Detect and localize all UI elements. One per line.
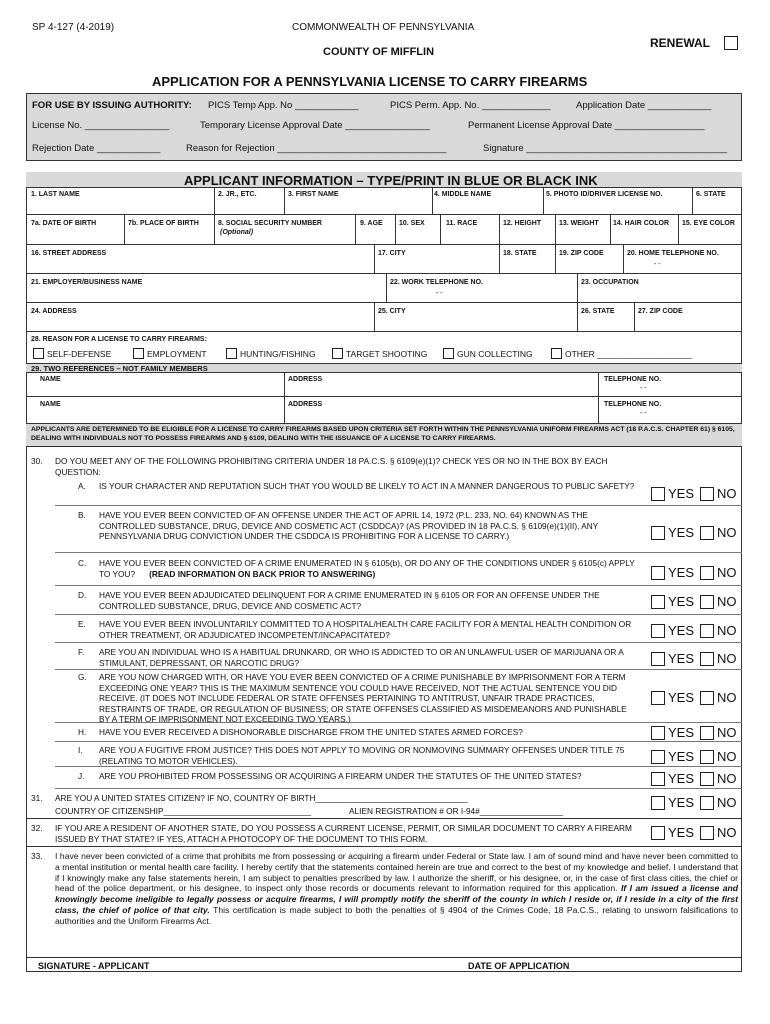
q30-item-letter: H.	[78, 727, 87, 737]
q30-divider	[55, 585, 742, 586]
q30-no-checkbox[interactable]	[700, 652, 714, 666]
ref2-address-field[interactable]: ADDRESS	[288, 401, 323, 408]
q30-item-text	[99, 771, 639, 782]
occupation-field[interactable]: 23. OCCUPATION	[581, 279, 639, 286]
employer-field[interactable]: 21. EMPLOYER/BUSINESS NAME	[31, 279, 143, 286]
q30-yes-checkbox[interactable]	[651, 595, 665, 609]
q30-no-label: NO	[717, 725, 737, 740]
rejection-date-field[interactable]: Rejection Date ____________	[32, 143, 161, 154]
q30-divider	[55, 741, 742, 742]
q30-item-question: IS YOUR CHARACTER AND REPUTATION SUCH THAT YOU WOULD BE LIKELY TO ACT IN A MANNER DANGEROUS TO PUBLIC SAFETY?	[99, 481, 635, 491]
q31-yes-checkbox[interactable]	[651, 796, 665, 810]
work-phone-dashes: - -	[436, 290, 443, 297]
q30-divider	[55, 505, 742, 506]
q30-item-note: (READ INFORMATION ON BACK PRIOR TO ANSWERING)	[149, 568, 376, 579]
q30-yes-checkbox[interactable]	[651, 652, 665, 666]
q30-item-question: HAVE YOU EVER BEEN ADJUDICATED DELINQUENT FOR A CRIME ENUMERATED IN § 6105 OR FOR AN OFFENSE UNDER THE CONTROLLED SUBSTANCE, DRUG, DEVICE AND COSMETIC ACT?	[99, 590, 600, 611]
q33-certification	[55, 851, 738, 927]
employment-label: EMPLOYMENT	[147, 349, 207, 359]
rejection-reason-field[interactable]: Reason for Rejection ________________________________	[186, 143, 447, 154]
hair-color-field[interactable]: 14. HAIR COLOR	[613, 220, 670, 227]
state-field[interactable]: 18. STATE	[503, 250, 537, 257]
renewal-label: RENEWAL	[650, 36, 710, 50]
q30-text: DO YOU MEET ANY OF THE FOLLOWING PROHIBITING CRITERIA UNDER 18 PA.C.S. § 6109(e)(1)? CHECK YES OR NO IN THE BOX BY EACH QUESTION:	[55, 456, 608, 477]
q31-citizenship[interactable]: COUNTRY OF CITIZENSHIP________________________________	[55, 806, 312, 816]
criteria-note: APPLICANTS ARE DETERMINED TO BE ELIGIBLE FOR A LICENSE TO CARRY FIREARMS BASED UPON CRITERIA SET FORTH WITHIN THE PENNSYLVANIA UNIFORM FIREARMS ACT (18 P.A.C.S. CHAPTER 61) § 6105, DEALING WITH INDIVIDUALS NOT TO POSSESS FIREARMS AND § 6109, DEALING WITH THE ISSUANCE OF A LICENSE TO CARRY FIREARMS.	[31, 426, 735, 442]
zip-field[interactable]: 19. ZIP CODE	[559, 250, 604, 257]
sex-field[interactable]: 10. SEX	[399, 220, 425, 227]
authority-label: FOR USE BY ISSUING AUTHORITY:	[32, 100, 192, 111]
q32-text: IF YOU ARE A RESIDENT OF ANOTHER STATE, DO YOU POSSESS A CURRENT LICENSE, PERMIT, OR SIMILAR DOCUMENT TO CARRY A FIREARM ISSUED BY THAT STATE? IF YES, ATTACH A PHOTOCOPY OF THE DOCUMENT TO THIS FORM.	[55, 823, 632, 844]
q30-divider	[55, 614, 742, 615]
temp-approval-field[interactable]: Temporary License Approval Date ________________	[200, 120, 430, 131]
weight-field[interactable]: 13. WEIGHT	[559, 220, 599, 227]
photo-id-field[interactable]: 5. PHOTO ID/DRIVER LICENSE NO.	[546, 191, 663, 198]
q30-yes-label: YES	[668, 486, 695, 501]
business-address-field[interactable]: 24. ADDRESS	[31, 308, 77, 315]
home-phone-dashes: - -	[654, 261, 661, 268]
q30-yes-label: YES	[668, 525, 695, 540]
q30-item-question: HAVE YOU EVER BEEN INVOLUNTARILY COMMITTED TO A HOSPITAL/HEALTH CARE FACILITY FOR A MENTAL HEALTH CONDITION OR OTHER TREATMENT, OR ADJUDICATED INCOMPETENT/INCAPACITATED?	[99, 619, 632, 640]
ssn-field[interactable]: 8. SOCIAL SECURITY NUMBER	[218, 220, 322, 227]
q30-item-text	[99, 745, 639, 766]
employment-checkbox[interactable]	[133, 348, 144, 359]
q31-number: 31.	[31, 793, 43, 803]
q30-yes-checkbox[interactable]	[651, 750, 665, 764]
q33-bold-text: If I am issued a license and knowingly become ineligible to legally possess or acquire firearms, I will promptly notify the sheriff of the county in which I reside or, if I reside in a city of the first class, the chief of police of that city.	[55, 883, 739, 915]
street-address-field[interactable]: 16. STREET ADDRESS	[31, 250, 107, 257]
q30-yes-label: YES	[668, 771, 695, 786]
gun-collecting-label: GUN COLLECTING	[457, 349, 533, 359]
ref1-address-field[interactable]: ADDRESS	[288, 376, 323, 383]
q30-no-checkbox[interactable]	[700, 772, 714, 786]
q32-no-label: NO	[717, 825, 737, 840]
q30-item-letter: D.	[78, 590, 87, 600]
q30-item-question: ARE YOU AN INDIVIDUAL WHO IS A HABITUAL DRUNKARD, OR WHO IS ADDICTED TO OR AN UNLAWFUL USER OF MARIJUANA OR A STIMULANT, DEPRESSANT, OR NARCOTIC DRUG?	[99, 647, 624, 668]
form-id: SP 4-127 (4-2019)	[32, 22, 115, 33]
ref2-phone-dashes: - -	[640, 410, 647, 417]
state-heading: COMMONWEALTH OF PENNSYLVANIA	[292, 22, 475, 33]
q30-no-label: NO	[717, 623, 737, 638]
applicant-signature-field[interactable]: SIGNATURE - APPLICANT	[38, 961, 150, 971]
q30-no-checkbox[interactable]	[700, 487, 714, 501]
q30-divider	[55, 722, 742, 723]
q30-item-text	[99, 558, 639, 579]
q30-no-label: NO	[717, 486, 737, 501]
target-shooting-label: TARGET SHOOTING	[346, 349, 428, 359]
q30-no-label: NO	[717, 565, 737, 580]
q30-item-letter: E.	[78, 619, 86, 629]
q32-no-checkbox[interactable]	[700, 826, 714, 840]
q30-divider	[55, 788, 742, 789]
q30-no-checkbox[interactable]	[700, 624, 714, 638]
q30-item-question: ARE YOU PROHIBITED FROM POSSESSING OR ACQUIRING A FIREARM UNDER THE STATUTES OF THE UNITED STATES?	[99, 771, 582, 781]
perm-approval-field[interactable]: Permanent License Approval Date _________________	[468, 120, 705, 131]
applicant-section-title: APPLICANT INFORMATION – TYPE/PRINT IN BLUE OR BLACK INK	[184, 173, 598, 188]
middle-name-field[interactable]: 4. MIDDLE NAME	[434, 191, 492, 198]
ref1-phone-dashes: - -	[640, 385, 647, 392]
q30-no-checkbox[interactable]	[700, 750, 714, 764]
other-reason-field[interactable]: OTHER ____________________	[565, 349, 692, 359]
city-field[interactable]: 17. CITY	[378, 250, 406, 257]
q30-divider	[55, 669, 742, 670]
eye-color-field[interactable]: 15. EYE COLOR	[682, 220, 735, 227]
q30-no-label: NO	[717, 771, 737, 786]
renewal-checkbox[interactable]	[724, 36, 738, 50]
license-no-field[interactable]: License No. ________________	[32, 120, 170, 131]
q31-yes-label: YES	[668, 795, 695, 810]
business-state-field[interactable]: 26. STATE	[581, 308, 615, 315]
q32-yes-label: YES	[668, 825, 695, 840]
q30-yes-label: YES	[668, 623, 695, 638]
q30-item-text	[99, 727, 639, 738]
q31-no-label: NO	[717, 795, 737, 810]
q30-item-question: HAVE YOU EVER BEEN CONVICTED OF A CRIME ENUMERATED IN § 6105(b), OR DO ANY OF THE CONDITIONS UNDER § 6105(c) APPLY TO YOU?	[99, 558, 635, 579]
last-name-field[interactable]: 1. LAST NAME	[31, 191, 80, 198]
q30-item-letter: G.	[78, 672, 87, 682]
q30-yes-checkbox[interactable]	[651, 726, 665, 740]
q31-no-checkbox[interactable]	[700, 796, 714, 810]
q30-item-question: HAVE YOU EVER RECEIVED A DISHONORABLE DISCHARGE FROM THE UNITED STATES ARMED FORCES?	[99, 727, 523, 737]
q30-yes-label: YES	[668, 690, 695, 705]
q30-yes-checkbox[interactable]	[651, 772, 665, 786]
application-date-field[interactable]: Application Date ____________	[576, 100, 712, 111]
q30-no-checkbox[interactable]	[700, 526, 714, 540]
work-phone-field[interactable]: 22. WORK TELEPHONE NO.	[390, 279, 483, 286]
application-date-signature-field[interactable]: DATE OF APPLICATION	[468, 961, 570, 971]
q30-no-checkbox[interactable]	[700, 566, 714, 580]
business-city-field[interactable]: 25. CITY	[378, 308, 406, 315]
q30-yes-checkbox[interactable]	[651, 526, 665, 540]
county-heading: COUNTY OF MIFFLIN	[323, 46, 435, 58]
ref1-phone-field[interactable]: TELEPHONE NO.	[604, 376, 662, 383]
q30-yes-checkbox[interactable]	[651, 691, 665, 705]
q32-yes-checkbox[interactable]	[651, 826, 665, 840]
q30-yes-checkbox[interactable]	[651, 487, 665, 501]
q33-number: 33.	[31, 851, 43, 861]
suffix-field[interactable]: 2. JR., ETC.	[218, 191, 257, 198]
form-title: APPLICATION FOR A PENNSYLVANIA LICENSE TO CARRY FIREARMS	[152, 74, 588, 89]
q30-item-letter: C.	[78, 558, 87, 568]
id-state-field[interactable]: 6. STATE	[696, 191, 726, 198]
age-field[interactable]: 9. AGE	[360, 220, 383, 227]
business-zip-field[interactable]: 27. ZIP CODE	[638, 308, 683, 315]
q30-item-letter: I.	[78, 745, 83, 755]
gun-collecting-checkbox[interactable]	[443, 348, 454, 359]
self-defense-label: SELF-DEFENSE	[47, 349, 112, 359]
q30-no-label: NO	[717, 594, 737, 609]
hunting-checkbox[interactable]	[226, 348, 237, 359]
birthplace-field[interactable]: 7b. PLACE OF BIRTH	[128, 220, 199, 227]
q30-yes-label: YES	[668, 725, 695, 740]
reasons-label: 28. REASON FOR A LICENSE TO CARRY FIREARMS:	[31, 336, 207, 343]
self-defense-checkbox[interactable]	[33, 348, 44, 359]
q30-no-checkbox[interactable]	[700, 595, 714, 609]
q30-yes-label: YES	[668, 594, 695, 609]
height-field[interactable]: 12. HEIGHT	[503, 220, 542, 227]
q30-item-letter: B.	[78, 510, 86, 520]
ssn-optional-note: (Optional)	[220, 229, 254, 236]
dob-field[interactable]: 7a. DATE OF BIRTH	[31, 220, 97, 227]
q30-item-text	[99, 619, 639, 640]
q30-yes-label: YES	[668, 565, 695, 580]
q30-no-label: NO	[717, 525, 737, 540]
q30-yes-checkbox[interactable]	[651, 624, 665, 638]
q30-item-text	[99, 590, 639, 611]
q33-text2: This certification is made subject to both the penalties of § 4904 of the Crimes Code, 18 Pa.C.S., relating to unsworn falsifications to authorities and the Uniform Firearms Act.	[55, 904, 739, 926]
q30-no-label: NO	[717, 651, 737, 666]
q30-no-label: NO	[717, 690, 737, 705]
q30-item-text	[99, 672, 639, 725]
references-label: 29. TWO REFERENCES – NOT FAMILY MEMBERS	[31, 364, 208, 373]
q31-line1[interactable]: ARE YOU A UNITED STATES CITIZEN? IF NO, COUNTRY OF BIRTH_________________________________	[55, 793, 468, 803]
q30-item-question: ARE YOU NOW CHARGED WITH, OR HAVE YOU EVER BEEN CONVICTED OF A CRIME PUNISHABLE BY IMPRISONMENT FOR A TERM EXCEEDING ONE YEAR? THIS IS THE MAXIMUM SENTENCE YOU COULD HAVE RECEIVED, NOT THE ACTUAL SENTENCE YOU DID RECEIVE. (IT DOES NOT INCLUDE FEDERAL OR STATE OFFENSES PERTAINING TO ANTITRUST, UNFAIR TRADE PRACTICES, RESTRAINTS OF TRADE, OR REGULATION OF BUSINESS; OR STATE OFFENSES CLASSIFIED AS MISDEMEANORS AND PUNISHABLE BY A TERM OF IMPRISONMENT NOT EXCEEDING TWO YEARS.)	[99, 672, 627, 724]
q30-item-letter: A.	[78, 481, 86, 491]
pics-temp-field[interactable]: PICS Temp App. No ____________	[208, 100, 359, 111]
q30-item-text	[99, 510, 639, 542]
hunting-label: HUNTING/FISHING	[240, 349, 316, 359]
ref2-name-field[interactable]: NAME	[40, 401, 61, 408]
other-reason-checkbox[interactable]	[551, 348, 562, 359]
q30-item-question: HAVE YOU EVER BEEN CONVICTED OF AN OFFENSE UNDER THE ACT OF APRIL 14, 1972 (P.L. 233, NO. 64) KNOWN AS THE CONTROLLED SUBSTANCE, DRUG, DEVICE AND COSMETIC ACT (CSDDCA)? (AS PROVIDED IN 18 PA.C.S. § 6109(e)(1)(II), ANY PENNSYLVANIA DRUG CONVICTION UNDER THE CSDDCA IS PROHIBITING FOR A LICENSE TO CARRY.)	[99, 510, 599, 541]
pics-perm-field[interactable]: PICS Perm. App. No. _____________	[390, 100, 551, 111]
q30-yes-label: YES	[668, 749, 695, 764]
q30-number: 30.	[31, 456, 43, 466]
q30-no-checkbox[interactable]	[700, 691, 714, 705]
q30-no-label: NO	[717, 749, 737, 764]
first-name-field[interactable]: 3. FIRST NAME	[288, 191, 339, 198]
q30-divider	[55, 766, 742, 767]
q30-divider	[55, 552, 742, 553]
q30-item-text	[99, 481, 639, 492]
q31-alien-reg[interactable]: ALIEN REGISTRATION # OR I-94#__________________	[349, 806, 563, 816]
home-phone-field[interactable]: 20. HOME TELEPHONE NO.	[627, 250, 719, 257]
ref2-phone-field[interactable]: TELEPHONE NO.	[604, 401, 662, 408]
race-field[interactable]: 11. RACE	[446, 220, 478, 227]
target-shooting-checkbox[interactable]	[332, 348, 343, 359]
authority-signature-field[interactable]: Signature ______________________________________	[483, 143, 728, 154]
q32-number: 32.	[31, 823, 43, 833]
q30-no-checkbox[interactable]	[700, 726, 714, 740]
q30-yes-label: YES	[668, 651, 695, 666]
q33-text1: I have never been convicted of a crime that prohibits me from possessing or acquiring a firearm under Federal or State law. I am of sound mind and have never been committed to a mental institution or mental health care facility. I hereby certify that the statements contained herein are true and correct to the best of my knowledge and belief. I understand that if I knowingly make any false statements herein, I am subject to penalties prescribed by law. I authorize the sheriff, or his designee, or, in the case of first class cities, the chief or head of the police department, or his designee, to inspect only those records or documents relevant to information required for this application.	[55, 851, 738, 894]
q30-item-text	[99, 647, 639, 668]
q30-item-letter: F.	[78, 647, 85, 657]
q30-yes-checkbox[interactable]	[651, 566, 665, 580]
q30-item-letter: J.	[78, 771, 85, 781]
ref1-name-field[interactable]: NAME	[40, 376, 61, 383]
q30-divider	[55, 642, 742, 643]
q30-item-question: ARE YOU A FUGITIVE FROM JUSTICE? THIS DOES NOT APPLY TO MOVING OR NONMOVING SUMMARY OFFENSES UNDER TITLE 75 (RELATING TO MOTOR VEHICLES).	[99, 745, 625, 766]
